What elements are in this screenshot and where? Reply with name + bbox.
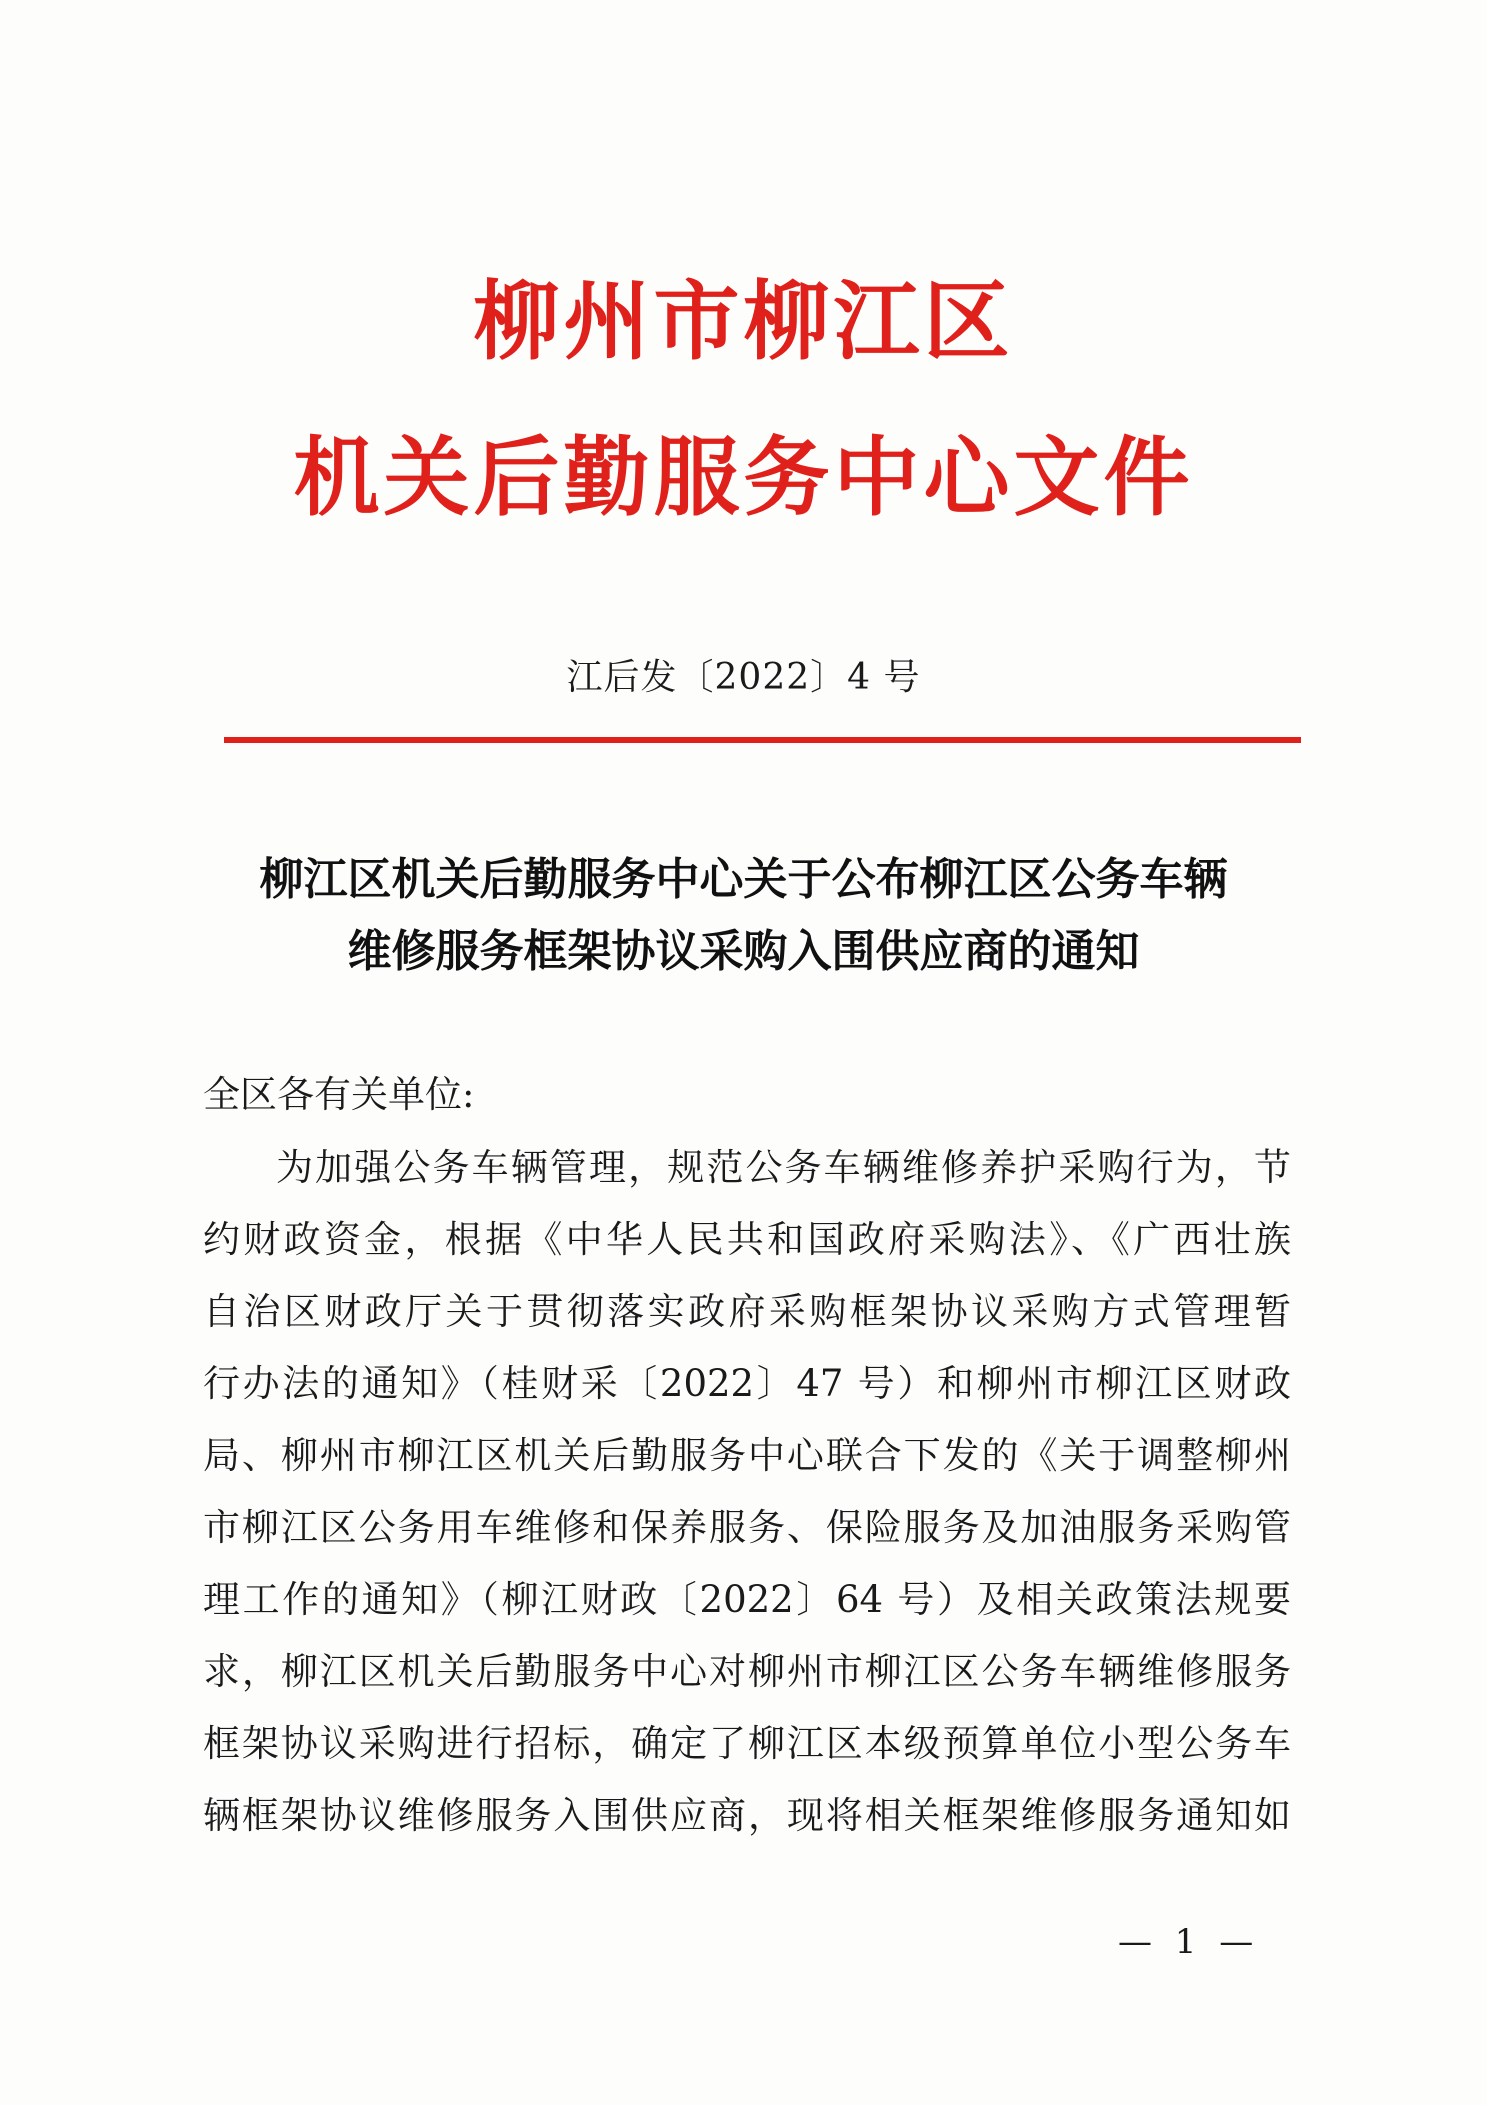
body-line: 约财政资金，根据《中华人民共和国政府采购法》、《广西壮族 [203,1218,1291,1261]
notice-title-line-2: 维修服务框架协议采购入围供应商的通知 [347,926,1140,977]
salutation: 全区各有关单位: [203,1073,475,1116]
notice-title-line-1: 柳江区机关后勤服务中心关于公布柳江区公务车辆 [259,854,1228,905]
body-line: 辆框架协议维修服务入围供应商，现将相关框架维修服务通知如 [203,1794,1291,1837]
body-line: 框架协议采购进行招标，确定了柳江区本级预算单位小型公务车 [203,1722,1291,1765]
red-divider-rule [224,737,1301,743]
body-line: 为加强公务车辆管理，规范公务车辆维修养护采购行为，节 [276,1146,1291,1189]
body-line: 求，柳江区机关后勤服务中心对柳州市柳江区公务车辆维修服务 [203,1650,1291,1693]
issuing-org-line-2: 机关后勤服务中心文件 [293,427,1194,528]
body-line: 自治区财政厅关于贯彻落实政府采购框架协议采购方式管理暂 [203,1290,1291,1333]
body-line: 市柳江区公务用车维修和保养服务、保险服务及加油服务采购管 [203,1506,1291,1549]
issuing-org-line-1: 柳州市柳江区 [473,271,1014,372]
page-number: — 1 — [1118,1922,1260,1962]
body-line: 局、柳州市柳江区机关后勤服务中心联合下发的《关于调整柳州 [203,1434,1291,1477]
body-line: 理工作的通知》（柳江财政〔2022〕64 号）及相关政策法规要 [203,1578,1291,1621]
body-line: 行办法的通知》（桂财采〔2022〕47 号）和柳州市柳江区财政 [203,1362,1291,1405]
document-number: 江后发〔2022〕4 号 [566,657,921,698]
